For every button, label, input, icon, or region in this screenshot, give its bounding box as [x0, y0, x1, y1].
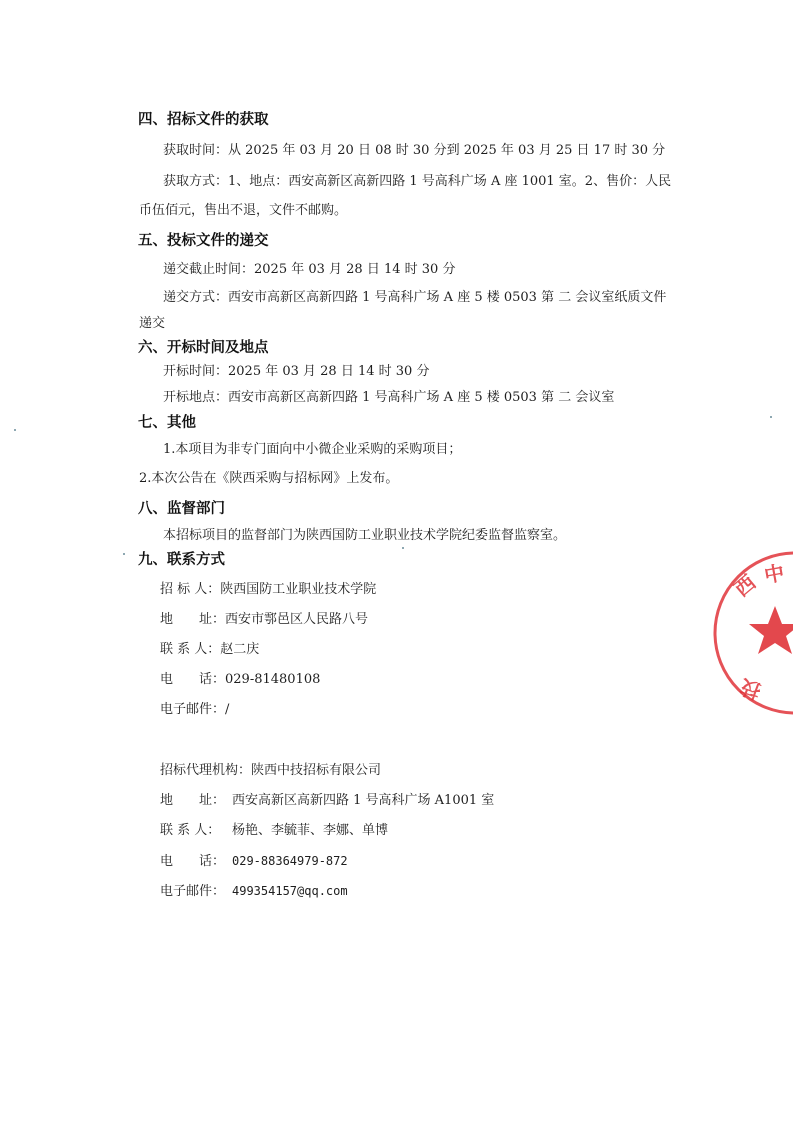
company-seal: [700, 548, 793, 718]
purchaser-phone: 029-81480108: [225, 672, 321, 687]
purchaser-email: /: [225, 702, 230, 717]
purchaser-email-row: [160, 702, 229, 718]
submission-deadline: 递交截止时间：2025 年 03 月 28 日 14 时 30 分: [163, 262, 456, 277]
acquisition-time: 获取时间：从 2025 年 03 月 20 日 08 时 30 分到 2025 年 03 月 25 日 17 时 30 分: [163, 143, 666, 158]
opening-place: 开标地点：西安市高新区高新四路 1 号高科广场 A 座 5 楼 0503 第 二 会议室: [163, 390, 615, 405]
scan-speck: [14, 429, 16, 431]
purchaser-contact-label: 联 系 人：: [160, 642, 221, 657]
section-5-heading: 五、投标文件的递交: [138, 233, 269, 249]
section-9-heading: 九、联系方式: [138, 552, 225, 568]
agency-contact: 杨艳、李毓菲、李娜、单博: [232, 823, 389, 838]
agency-name-label: 招标代理机构：: [160, 763, 252, 778]
agency-phone-label: 电 话：: [160, 854, 226, 869]
purchaser-name-label: 招 标 人：: [160, 582, 221, 597]
agency-contact-row: [160, 823, 388, 839]
acquisition-method-line-2: 币伍佰元，售出不退，文件不邮购。: [139, 203, 348, 218]
purchaser-address-row: [160, 612, 368, 628]
other-item-2: 2.本次公告在《陕西采购与招标网》上发布。: [139, 471, 399, 486]
section-4-heading: 四、招标文件的获取: [138, 112, 269, 128]
submission-method-line-1: 递交方式：西安市高新区高新四路 1 号高科广场 A 座 5 楼 0503 第 二 会议室纸质文件: [163, 290, 667, 305]
section-6-heading: 六、开标时间及地点: [138, 340, 269, 356]
purchaser-contact: 赵二庆: [220, 642, 260, 657]
agency-email: 499354157@qq.com: [232, 884, 348, 898]
purchaser-contact-row: [160, 642, 259, 658]
agency-name-row: [160, 763, 381, 779]
purchaser-address: 西安市鄠邑区人民路八号: [225, 612, 369, 627]
agency-phone-row: [160, 853, 348, 870]
agency-email-row: [160, 883, 348, 900]
agency-name: 陕西中技招标有限公司: [251, 763, 382, 778]
star-icon: [749, 606, 793, 654]
seal-char-3: 技: [737, 674, 765, 704]
scan-speck: [123, 553, 125, 555]
acquisition-method-line-1: 获取方式：1、地点：西安高新区高新四路 1 号高科广场 A 座 1001 室。2、售价：人民: [163, 174, 672, 189]
purchaser-address-label: 地 址：: [160, 612, 226, 627]
agency-email-label: 电子邮件：: [160, 884, 226, 899]
supervision-text: 本招标项目的监督部门为陕西国防工业职业技术学院纪委监督监察室。: [163, 528, 567, 543]
agency-address-row: [160, 793, 494, 809]
seal-char-2: 中: [762, 560, 787, 588]
agency-phone: 029-88364979-872: [232, 854, 348, 868]
other-item-1: 1.本项目为非专门面向中小微企业采购的采购项目；: [163, 442, 462, 457]
purchaser-email-label: 电子邮件：: [160, 702, 226, 717]
agency-contact-label: 联 系 人：: [160, 823, 221, 838]
purchaser-phone-row: [160, 672, 320, 688]
opening-time: 开标时间：2025 年 03 月 28 日 14 时 30 分: [163, 364, 430, 379]
agency-address: 西安高新区高新四路 1 号高科广场 A1001 室: [232, 793, 495, 808]
purchaser-name: 陕西国防工业职业技术学院: [220, 582, 377, 597]
scan-speck: [402, 547, 404, 549]
purchaser-phone-label: 电 话：: [160, 672, 226, 687]
purchaser-name-row: [160, 582, 376, 598]
seal-char-1: 西: [729, 570, 761, 602]
submission-method-line-2: 递交: [139, 316, 166, 331]
section-7-heading: 七、其他: [138, 415, 196, 431]
scan-speck: [770, 416, 772, 418]
agency-address-label: 地 址：: [160, 793, 226, 808]
section-8-heading: 八、监督部门: [138, 501, 225, 517]
